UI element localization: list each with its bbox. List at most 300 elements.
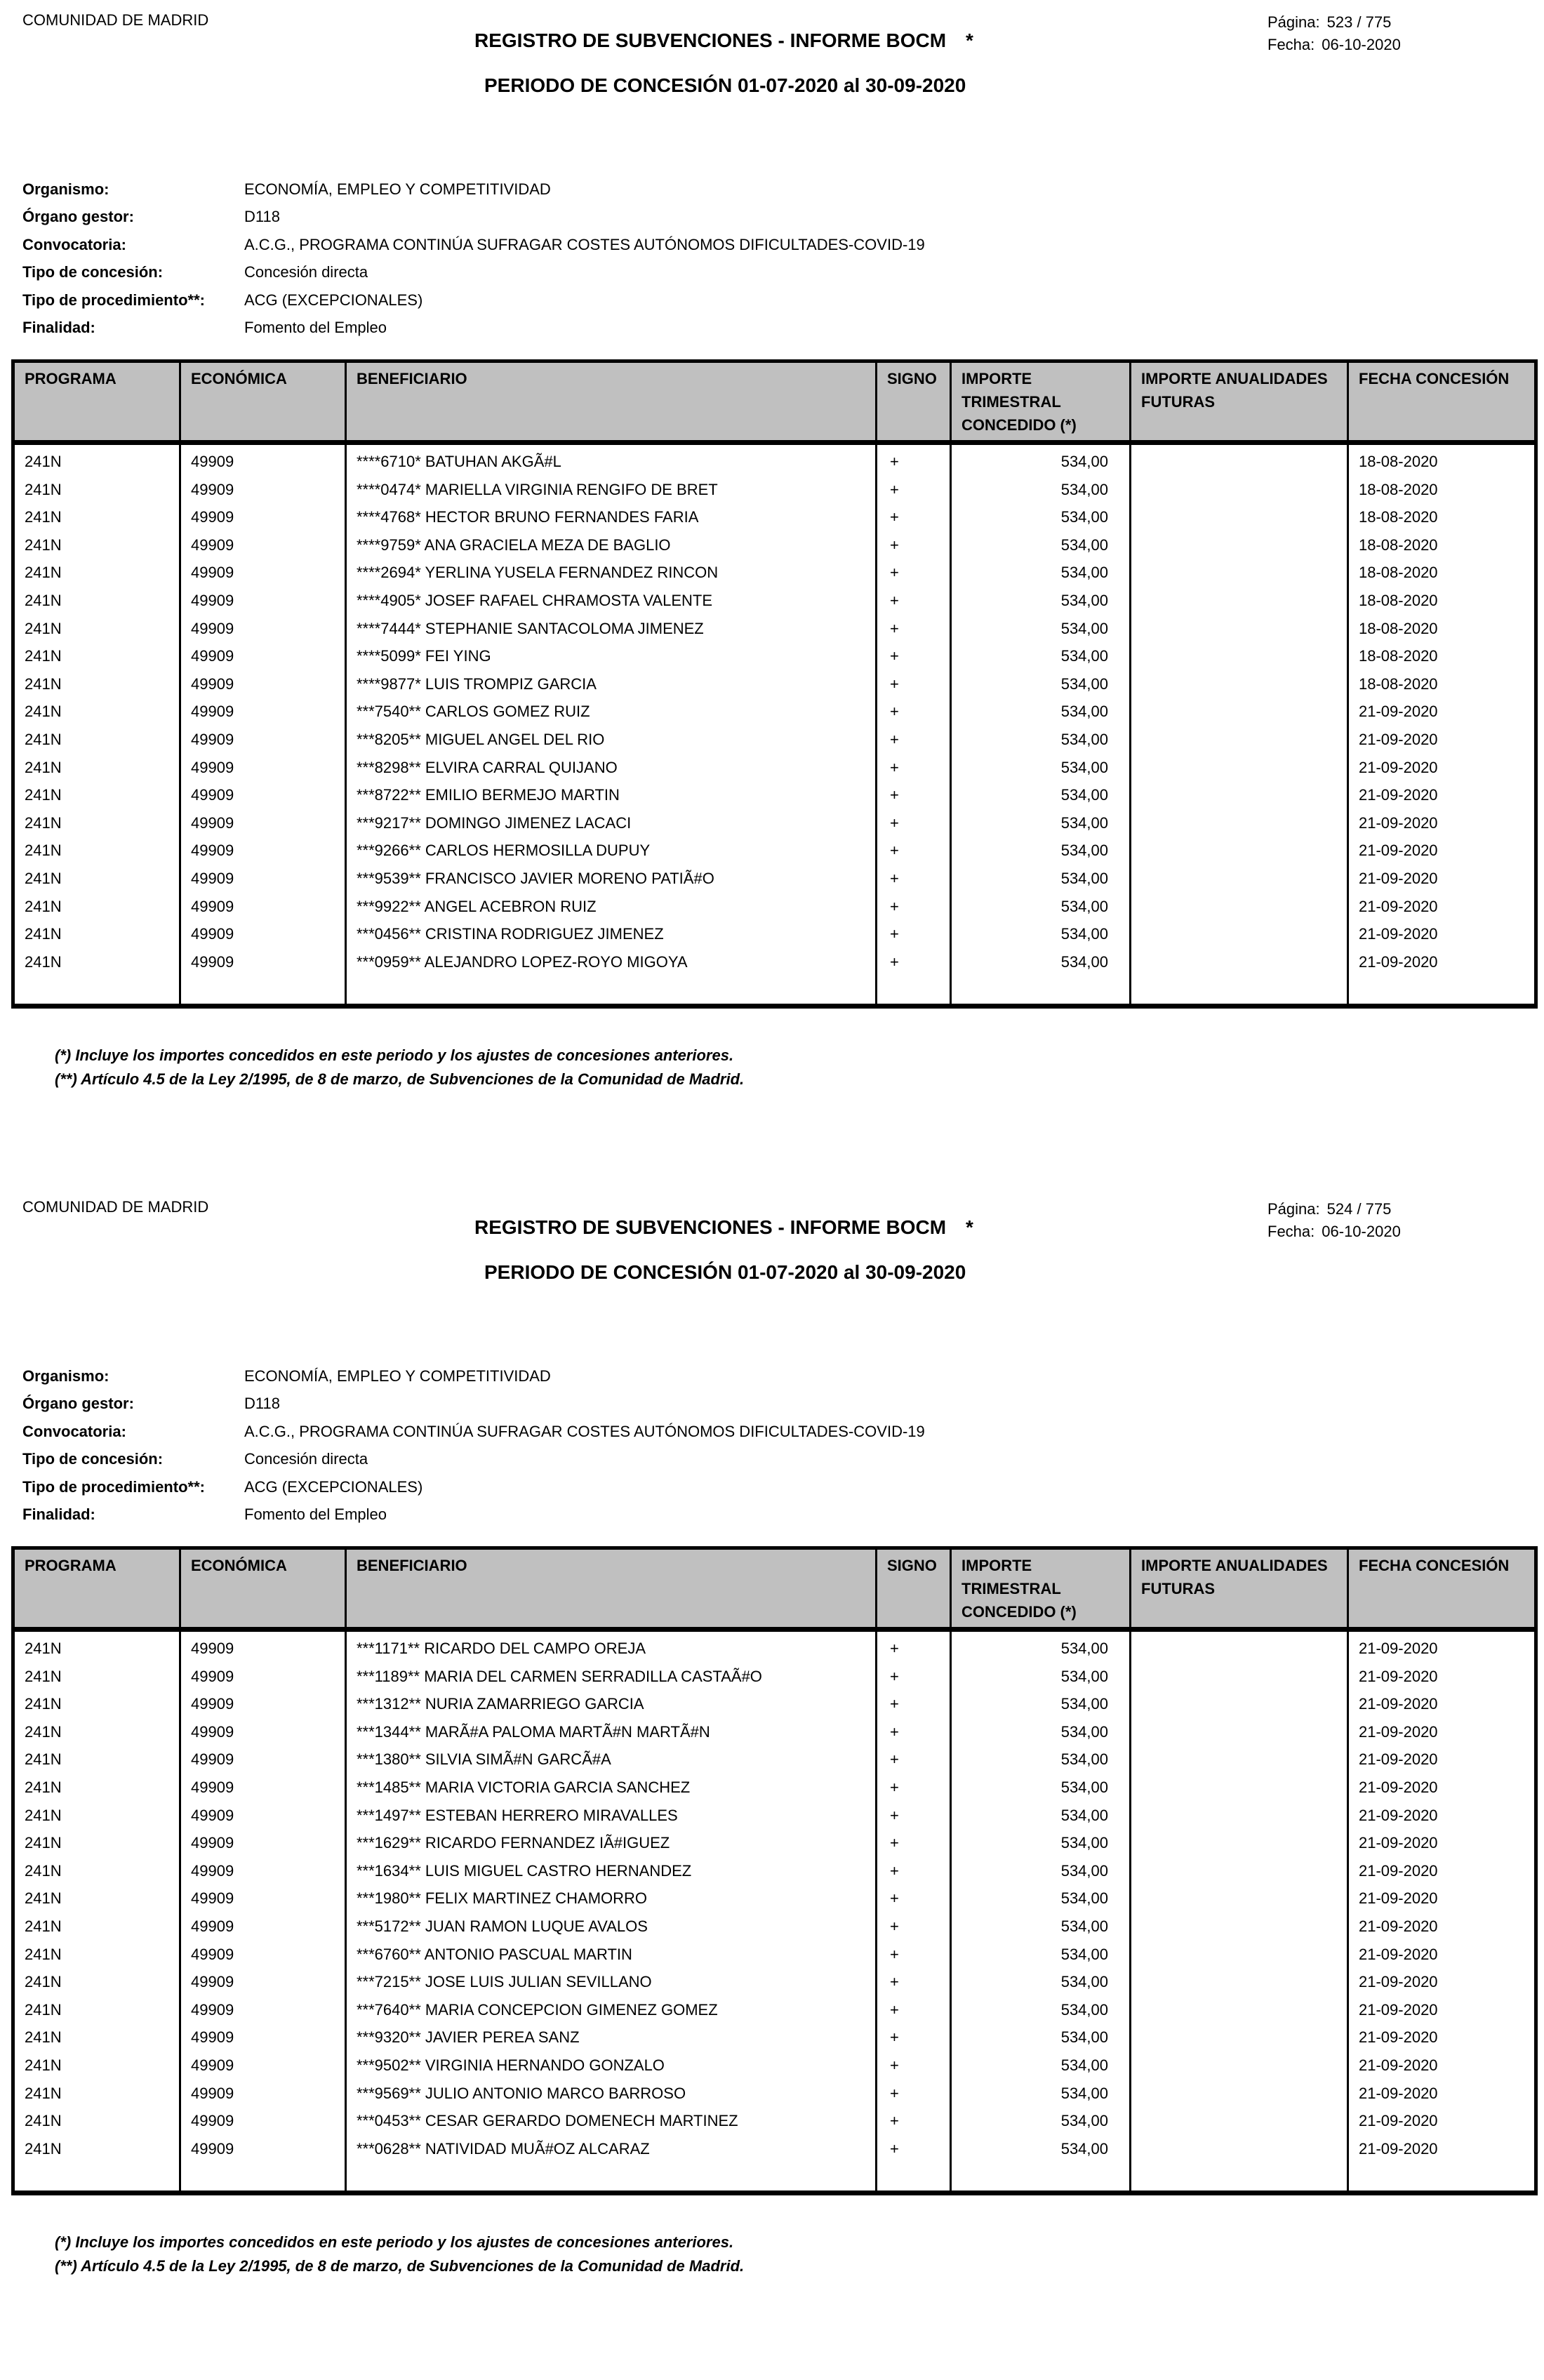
cell-beneficiario: ***9502** VIRGINIA HERNANDO GONZALO: [346, 2052, 877, 2080]
cell-economica: 49909: [180, 1774, 346, 1802]
footnotes: [55, 2231, 744, 2278]
meta-value: ECONOMÍA, EMPLEO Y COMPETITIVIDAD: [244, 180, 551, 198]
cell-importe-trimestral: 534,00: [951, 2052, 1131, 2080]
col-header-beneficiario: BENEFICIARIO: [346, 361, 877, 443]
empty-cell: [1348, 2162, 1536, 2193]
cell-beneficiario: ***7640** MARIA CONCEPCION GIMENEZ GOMEZ: [346, 1996, 877, 2024]
cell-beneficiario: ***1344** MARÃ#A PALOMA MARTÃ#N MARTÃ#N: [346, 1718, 877, 1746]
table-row: [13, 1968, 1536, 1996]
footnote-importe: (*) Incluye los importes concedidos en este periodo y los ajustes de concesiones anteriores.: [55, 1046, 734, 1064]
cell-importe-anualidades: [1131, 615, 1348, 643]
cell-importe-trimestral: 534,00: [951, 1774, 1131, 1802]
cell-beneficiario: ***5172** JUAN RAMON LUQUE AVALOS: [346, 1913, 877, 1941]
empty-cell: [13, 976, 180, 1006]
cell-importe-anualidades: [1131, 1884, 1348, 1913]
cell-beneficiario: ***7540** CARLOS GOMEZ RUIZ: [346, 698, 877, 726]
cell-signo: +: [877, 503, 951, 531]
grant-metadata: [22, 175, 925, 342]
cell-importe-anualidades: [1131, 2107, 1348, 2135]
table-row: [13, 1630, 1536, 1663]
cell-fecha-concesion: 18-08-2020: [1348, 559, 1536, 587]
empty-cell: [180, 976, 346, 1006]
cell-importe-trimestral: 534,00: [951, 476, 1131, 504]
concession-period-text: PERIODO DE CONCESIÓN 01-07-2020 al 30-09-2020: [484, 74, 966, 96]
meta-value: D118: [244, 1395, 280, 1413]
cell-signo: +: [877, 1663, 951, 1691]
table-row: [13, 1802, 1536, 1830]
cell-beneficiario: ****9877* LUIS TROMPIZ GARCIA: [346, 670, 877, 698]
cell-importe-anualidades: [1131, 670, 1348, 698]
cell-importe-anualidades: [1131, 443, 1348, 476]
table-row: [13, 2135, 1536, 2163]
col-header-economica: ECONÓMICA: [180, 361, 346, 443]
empty-cell: [877, 2162, 951, 2193]
table-row: [13, 754, 1536, 782]
cell-signo: +: [877, 559, 951, 587]
cell-programa: 241N: [13, 809, 180, 837]
cell-programa: 241N: [13, 1718, 180, 1746]
cell-signo: +: [877, 920, 951, 948]
table-row: [13, 1663, 1536, 1691]
cell-programa: 241N: [13, 1663, 180, 1691]
report-title-text: REGISTRO DE SUBVENCIONES - INFORME BOCM: [474, 1216, 947, 1238]
col-header-importe-anualidades: IMPORTE ANUALIDADES FUTURAS: [1131, 361, 1348, 443]
cell-programa: 241N: [13, 1746, 180, 1774]
cell-fecha-concesion: 18-08-2020: [1348, 531, 1536, 559]
cell-signo: +: [877, 2052, 951, 2080]
meta-label: Organismo:: [22, 1367, 109, 1385]
cell-importe-trimestral: 534,00: [951, 698, 1131, 726]
table-row: [13, 531, 1536, 559]
cell-fecha-concesion: 21-09-2020: [1348, 2052, 1536, 2080]
meta-label: Tipo de procedimiento**:: [22, 291, 205, 309]
cell-signo: +: [877, 837, 951, 865]
cell-economica: 49909: [180, 1913, 346, 1941]
meta-value: D118: [244, 208, 280, 226]
cell-importe-anualidades: [1131, 1857, 1348, 1885]
cell-fecha-concesion: 21-09-2020: [1348, 1802, 1536, 1830]
cell-signo: +: [877, 1802, 951, 1830]
cell-importe-anualidades: [1131, 1913, 1348, 1941]
cell-importe-anualidades: [1131, 587, 1348, 615]
cell-beneficiario: ***9539** FRANCISCO JAVIER MORENO PATIÃ#O: [346, 865, 877, 893]
cell-fecha-concesion: 18-08-2020: [1348, 670, 1536, 698]
col-header-economica: ECONÓMICA: [180, 1548, 346, 1630]
cell-importe-trimestral: 534,00: [951, 587, 1131, 615]
cell-programa: 241N: [13, 893, 180, 921]
cell-signo: +: [877, 2023, 951, 2052]
cell-programa: 241N: [13, 1630, 180, 1663]
cell-beneficiario: ****5099* FEI YING: [346, 642, 877, 670]
cell-importe-trimestral: 534,00: [951, 2023, 1131, 2052]
meta-label: Convocatoria:: [22, 1422, 126, 1440]
report-date: 06-10-2020: [1322, 36, 1401, 53]
cell-importe-trimestral: 534,00: [951, 1802, 1131, 1830]
cell-economica: 49909: [180, 865, 346, 893]
cell-economica: 49909: [180, 587, 346, 615]
cell-economica: 49909: [180, 2080, 346, 2108]
cell-economica: 49909: [180, 1663, 346, 1691]
cell-importe-anualidades: [1131, 2052, 1348, 2080]
cell-beneficiario: ***1980** FELIX MARTINEZ CHAMORRO: [346, 1884, 877, 1913]
cell-importe-anualidades: [1131, 2023, 1348, 2052]
cell-signo: +: [877, 1913, 951, 1941]
table-row: [13, 920, 1536, 948]
cell-importe-trimestral: 534,00: [951, 503, 1131, 531]
cell-beneficiario: ***9922** ANGEL ACEBRON RUIZ: [346, 893, 877, 921]
cell-programa: 241N: [13, 2107, 180, 2135]
cell-importe-anualidades: [1131, 809, 1348, 837]
cell-importe-anualidades: [1131, 2080, 1348, 2108]
title-mark: *: [966, 29, 973, 51]
col-header-programa: PROGRAMA: [13, 1548, 180, 1630]
cell-economica: 49909: [180, 559, 346, 587]
cell-fecha-concesion: 21-09-2020: [1348, 698, 1536, 726]
cell-programa: 241N: [13, 670, 180, 698]
cell-fecha-concesion: 21-09-2020: [1348, 893, 1536, 921]
cell-fecha-concesion: 21-09-2020: [1348, 2107, 1536, 2135]
cell-economica: 49909: [180, 503, 346, 531]
cell-signo: +: [877, 698, 951, 726]
cell-beneficiario: ****4905* JOSEF RAFAEL CHRAMOSTA VALENTE: [346, 587, 877, 615]
cell-fecha-concesion: 18-08-2020: [1348, 443, 1536, 476]
cell-fecha-concesion: 21-09-2020: [1348, 1746, 1536, 1774]
table-row: [13, 670, 1536, 698]
table-row: [13, 2107, 1536, 2135]
table-row: [13, 1718, 1536, 1746]
cell-signo: +: [877, 865, 951, 893]
col-header-importe-trimestral: IMPORTE TRIMESTRAL CONCEDIDO (*): [951, 361, 1131, 443]
table-row: [13, 559, 1536, 587]
cell-beneficiario: ***1312** NURIA ZAMARRIEGO GARCIA: [346, 1690, 877, 1718]
cell-fecha-concesion: 21-09-2020: [1348, 754, 1536, 782]
cell-beneficiario: ***9320** JAVIER PEREA SANZ: [346, 2023, 877, 2052]
cell-programa: 241N: [13, 754, 180, 782]
table-row: [13, 1829, 1536, 1857]
table-row: [13, 587, 1536, 615]
cell-fecha-concesion: 21-09-2020: [1348, 2135, 1536, 2163]
col-header-fecha-concesion: FECHA CONCESIÓN: [1348, 361, 1536, 443]
cell-importe-anualidades: [1131, 1663, 1348, 1691]
cell-importe-anualidades: [1131, 920, 1348, 948]
cell-fecha-concesion: 21-09-2020: [1348, 1857, 1536, 1885]
meta-row-organismo: [22, 175, 925, 204]
cell-fecha-concesion: 21-09-2020: [1348, 809, 1536, 837]
cell-importe-trimestral: 534,00: [951, 893, 1131, 921]
cell-importe-trimestral: 534,00: [951, 1690, 1131, 1718]
cell-economica: 49909: [180, 1996, 346, 2024]
cell-economica: 49909: [180, 781, 346, 809]
cell-fecha-concesion: 21-09-2020: [1348, 837, 1536, 865]
report-date: 06-10-2020: [1322, 1223, 1401, 1240]
meta-row-finalidad: [22, 314, 925, 343]
cell-economica: 49909: [180, 1941, 346, 1969]
cell-fecha-concesion: 21-09-2020: [1348, 1829, 1536, 1857]
cell-economica: 49909: [180, 2052, 346, 2080]
cell-fecha-concesion: 21-09-2020: [1348, 1884, 1536, 1913]
cell-fecha-concesion: 21-09-2020: [1348, 920, 1536, 948]
meta-label: Tipo de procedimiento**:: [22, 1477, 205, 1496]
table-row: [13, 1857, 1536, 1885]
footnotes: [55, 1044, 744, 1091]
empty-cell: [346, 2162, 877, 2193]
page-number: 523 / 775: [1326, 13, 1392, 31]
cell-signo: +: [877, 1774, 951, 1802]
organization-name: COMUNIDAD DE MADRID: [22, 11, 209, 29]
cell-importe-trimestral: 534,00: [951, 1913, 1131, 1941]
cell-beneficiario: ***9266** CARLOS HERMOSILLA DUPUY: [346, 837, 877, 865]
cell-beneficiario: ***9217** DOMINGO JIMENEZ LACACI: [346, 809, 877, 837]
cell-beneficiario: ***1171** RICARDO DEL CAMPO OREJA: [346, 1630, 877, 1663]
table-row: [13, 1774, 1536, 1802]
empty-cell: [1131, 976, 1348, 1006]
cell-importe-trimestral: 534,00: [951, 615, 1131, 643]
cell-importe-anualidades: [1131, 698, 1348, 726]
cell-programa: 241N: [13, 1941, 180, 1969]
table-row: [13, 698, 1536, 726]
cell-fecha-concesion: 21-09-2020: [1348, 1996, 1536, 2024]
page-info: [1267, 11, 1401, 56]
cell-programa: 241N: [13, 781, 180, 809]
cell-fecha-concesion: 18-08-2020: [1348, 503, 1536, 531]
cell-importe-anualidades: [1131, 1718, 1348, 1746]
cell-importe-anualidades: [1131, 1802, 1348, 1830]
cell-programa: 241N: [13, 1774, 180, 1802]
meta-row-finalidad: [22, 1501, 925, 1529]
meta-row-organismo: [22, 1362, 925, 1390]
cell-signo: +: [877, 587, 951, 615]
cell-importe-anualidades: [1131, 726, 1348, 754]
cell-importe-anualidades: [1131, 1968, 1348, 1996]
cell-importe-trimestral: 534,00: [951, 754, 1131, 782]
meta-row-tipo-procedimiento: [22, 1473, 925, 1501]
cell-fecha-concesion: 21-09-2020: [1348, 2080, 1536, 2108]
cell-fecha-concesion: 21-09-2020: [1348, 1690, 1536, 1718]
cell-economica: 49909: [180, 754, 346, 782]
col-header-importe-anualidades: IMPORTE ANUALIDADES FUTURAS: [1131, 1548, 1348, 1630]
footnote-ley: (**) Artículo 4.5 de la Ley 2/1995, de 8 de marzo, de Subvenciones de la Comunidad de Madrid.: [55, 1070, 745, 1088]
table-row: [13, 809, 1536, 837]
cell-signo: +: [877, 1690, 951, 1718]
cell-programa: 241N: [13, 1884, 180, 1913]
cell-economica: 49909: [180, 809, 346, 837]
meta-row-convocatoria: [22, 231, 925, 259]
cell-economica: 49909: [180, 615, 346, 643]
cell-programa: 241N: [13, 1857, 180, 1885]
table-row: [13, 837, 1536, 865]
table-row: [13, 1913, 1536, 1941]
organization-name: COMUNIDAD DE MADRID: [22, 1198, 209, 1216]
cell-importe-anualidades: [1131, 503, 1348, 531]
empty-cell: [13, 2162, 180, 2193]
cell-importe-anualidades: [1131, 642, 1348, 670]
cell-programa: 241N: [13, 948, 180, 976]
meta-value: Concesión directa: [244, 263, 368, 281]
cell-importe-anualidades: [1131, 1941, 1348, 1969]
cell-programa: 241N: [13, 476, 180, 504]
table-row: [13, 443, 1536, 476]
cell-economica: 49909: [180, 920, 346, 948]
cell-economica: 49909: [180, 948, 346, 976]
cell-programa: 241N: [13, 837, 180, 865]
cell-economica: 49909: [180, 1630, 346, 1663]
table-row: [13, 1941, 1536, 1969]
cell-signo: +: [877, 1746, 951, 1774]
col-header-beneficiario: BENEFICIARIO: [346, 1548, 877, 1630]
title-mark: *: [966, 1216, 973, 1238]
cell-importe-anualidades: [1131, 948, 1348, 976]
cell-signo: +: [877, 1968, 951, 1996]
cell-importe-anualidades: [1131, 1690, 1348, 1718]
cell-programa: 241N: [13, 2052, 180, 2080]
table-row: [13, 2080, 1536, 2108]
cell-programa: 241N: [13, 531, 180, 559]
cell-beneficiario: ***6760** ANTONIO PASCUAL MARTIN: [346, 1941, 877, 1969]
cell-beneficiario: ***7215** JOSE LUIS JULIAN SEVILLANO: [346, 1968, 877, 1996]
table-row: [13, 476, 1536, 504]
page-info: [1267, 1198, 1401, 1243]
cell-importe-trimestral: 534,00: [951, 781, 1131, 809]
col-header-signo: SIGNO: [877, 361, 951, 443]
cell-beneficiario: ***1380** SILVIA SIMÃ#N GARCÃ#A: [346, 1746, 877, 1774]
cell-signo: +: [877, 1718, 951, 1746]
cell-importe-trimestral: 534,00: [951, 2080, 1131, 2108]
cell-signo: +: [877, 1630, 951, 1663]
cell-importe-anualidades: [1131, 754, 1348, 782]
cell-importe-trimestral: 534,00: [951, 559, 1131, 587]
meta-row-organo-gestor: [22, 1390, 925, 1418]
meta-label: Finalidad:: [22, 319, 95, 337]
cell-programa: 241N: [13, 2135, 180, 2163]
cell-programa: 241N: [13, 642, 180, 670]
cell-programa: 241N: [13, 559, 180, 587]
cell-importe-anualidades: [1131, 1630, 1348, 1663]
empty-cell: [951, 2162, 1131, 2193]
cell-importe-trimestral: 534,00: [951, 1746, 1131, 1774]
meta-label: Órgano gestor:: [22, 208, 134, 226]
cell-importe-trimestral: 534,00: [951, 865, 1131, 893]
empty-cell: [877, 976, 951, 1006]
cell-economica: 49909: [180, 1718, 346, 1746]
cell-fecha-concesion: 21-09-2020: [1348, 726, 1536, 754]
table-row: [13, 2023, 1536, 2052]
meta-label: Convocatoria:: [22, 235, 126, 253]
cell-importe-trimestral: 534,00: [951, 1829, 1131, 1857]
cell-signo: +: [877, 615, 951, 643]
table-row: [13, 503, 1536, 531]
concession-period-text: PERIODO DE CONCESIÓN 01-07-2020 al 30-09-2020: [484, 1261, 966, 1283]
meta-row-convocatoria: [22, 1418, 925, 1446]
cell-importe-trimestral: 534,00: [951, 1857, 1131, 1885]
cell-fecha-concesion: 21-09-2020: [1348, 1774, 1536, 1802]
cell-programa: 241N: [13, 503, 180, 531]
cell-fecha-concesion: 21-09-2020: [1348, 1663, 1536, 1691]
cell-economica: 49909: [180, 443, 346, 476]
table-header-row: [13, 1548, 1536, 1630]
table-row: [13, 642, 1536, 670]
table-row: [13, 726, 1536, 754]
cell-beneficiario: ***1485** MARIA VICTORIA GARCIA SANCHEZ: [346, 1774, 877, 1802]
cell-beneficiario: ****9759* ANA GRACIELA MEZA DE BAGLIO: [346, 531, 877, 559]
cell-fecha-concesion: 21-09-2020: [1348, 1913, 1536, 1941]
cell-economica: 49909: [180, 726, 346, 754]
cell-importe-trimestral: 534,00: [951, 531, 1131, 559]
cell-signo: +: [877, 948, 951, 976]
cell-fecha-concesion: 18-08-2020: [1348, 642, 1536, 670]
cell-beneficiario: ***9569** JULIO ANTONIO MARCO BARROSO: [346, 2080, 877, 2108]
cell-importe-anualidades: [1131, 559, 1348, 587]
cell-importe-anualidades: [1131, 781, 1348, 809]
table-row: [13, 781, 1536, 809]
cell-signo: +: [877, 893, 951, 921]
cell-beneficiario: ***0456** CRISTINA RODRIGUEZ JIMENEZ: [346, 920, 877, 948]
cell-importe-trimestral: 534,00: [951, 1884, 1131, 1913]
empty-cell: [951, 976, 1131, 1006]
meta-label: Tipo de concesión:: [22, 263, 164, 281]
meta-label: Órgano gestor:: [22, 1395, 134, 1413]
col-header-signo: SIGNO: [877, 1548, 951, 1630]
meta-value: Fomento del Empleo: [244, 1505, 387, 1524]
cell-importe-trimestral: 534,00: [951, 443, 1131, 476]
cell-importe-trimestral: 534,00: [951, 1630, 1131, 1663]
cell-beneficiario: ***8298** ELVIRA CARRAL QUIJANO: [346, 754, 877, 782]
cell-importe-trimestral: 534,00: [951, 920, 1131, 948]
cell-economica: 49909: [180, 1746, 346, 1774]
col-header-fecha-concesion: FECHA CONCESIÓN: [1348, 1548, 1536, 1630]
cell-importe-anualidades: [1131, 837, 1348, 865]
cell-signo: +: [877, 2080, 951, 2108]
cell-beneficiario: ****6710* BATUHAN AKGÃ#L: [346, 443, 877, 476]
table-row: [13, 1996, 1536, 2024]
page-label: Página:: [1267, 1200, 1320, 1218]
cell-fecha-concesion: 21-09-2020: [1348, 1941, 1536, 1969]
cell-importe-trimestral: 534,00: [951, 837, 1131, 865]
cell-signo: +: [877, 1829, 951, 1857]
cell-programa: 241N: [13, 1996, 180, 2024]
cell-beneficiario: ****7444* STEPHANIE SANTACOLOMA JIMENEZ: [346, 615, 877, 643]
cell-beneficiario: ***8722** EMILIO BERMEJO MARTIN: [346, 781, 877, 809]
cell-importe-trimestral: 534,00: [951, 1663, 1131, 1691]
grants-table: [11, 359, 1538, 1009]
date-label: Fecha:: [1267, 36, 1315, 53]
cell-importe-anualidades: [1131, 1774, 1348, 1802]
table-row: [13, 1690, 1536, 1718]
cell-importe-trimestral: 534,00: [951, 2135, 1131, 2163]
grant-metadata: [22, 1362, 925, 1529]
table-row: [13, 1884, 1536, 1913]
meta-row-tipo-concesion: [22, 1446, 925, 1474]
cell-programa: 241N: [13, 587, 180, 615]
cell-economica: 49909: [180, 531, 346, 559]
cell-beneficiario: ***1497** ESTEBAN HERRERO MIRAVALLES: [346, 1802, 877, 1830]
meta-label: Tipo de concesión:: [22, 1450, 164, 1468]
cell-importe-trimestral: 534,00: [951, 948, 1131, 976]
cell-fecha-concesion: 21-09-2020: [1348, 1630, 1536, 1663]
date-label: Fecha:: [1267, 1223, 1315, 1240]
cell-importe-trimestral: 534,00: [951, 809, 1131, 837]
cell-signo: +: [877, 443, 951, 476]
cell-beneficiario: ***0959** ALEJANDRO LOPEZ-ROYO MIGOYA: [346, 948, 877, 976]
cell-importe-trimestral: 534,00: [951, 1968, 1131, 1996]
cell-signo: +: [877, 476, 951, 504]
cell-signo: +: [877, 1884, 951, 1913]
table-row: [13, 2052, 1536, 2080]
cell-signo: +: [877, 726, 951, 754]
cell-signo: +: [877, 531, 951, 559]
cell-economica: 49909: [180, 2023, 346, 2052]
table-row: [13, 948, 1536, 976]
cell-beneficiario: ***1634** LUIS MIGUEL CASTRO HERNANDEZ: [346, 1857, 877, 1885]
